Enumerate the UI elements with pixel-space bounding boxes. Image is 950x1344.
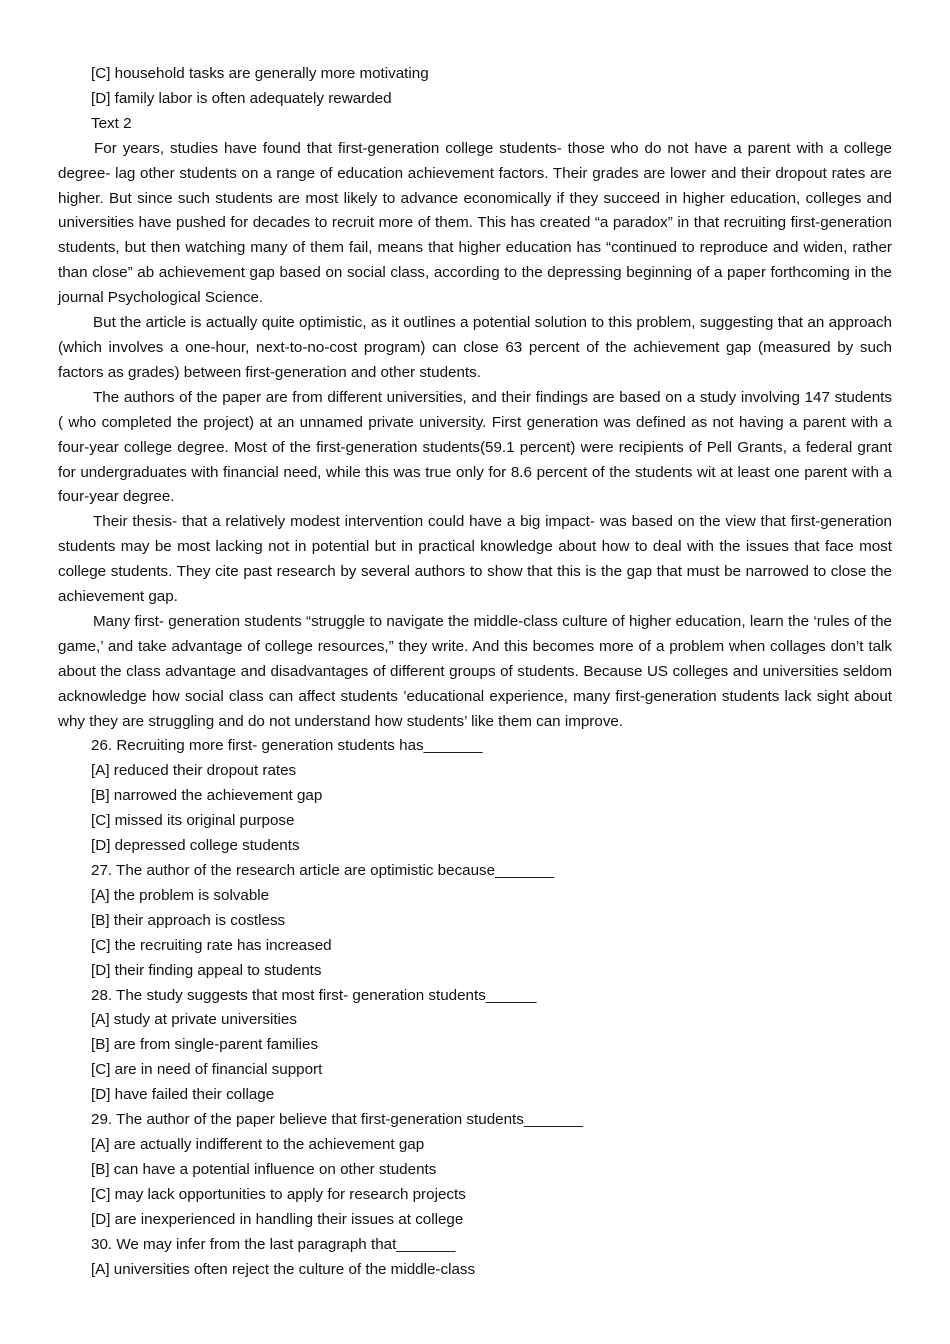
question-26	[58, 734, 892, 859]
question-stem: 26. Recruiting more first- generation students has_______	[91, 737, 483, 755]
option-b: [B] their approach is costless	[91, 911, 286, 929]
question-27	[58, 859, 892, 984]
option-c-prev: [C] household tasks are generally more motivating	[91, 65, 429, 82]
paragraph-4: Their thesis- that a relatively modest intervention could have a big impact- was based on the view that first-generation students may be most lacking not in potential but in practical knowledge about how to deal with the issues that face most college students. They cite past research by several authors to show that this is the gap that must be narrowed to close the achievement gap.	[58, 513, 892, 606]
option-a: [A] the problem is solvable	[91, 886, 270, 904]
paragraph-5: Many first- generation students “struggle to navigate the middle-class culture of higher education, learn the ‘rules of the game,’ and take advantage of college resources,” they write. And this becomes more of a problem when collages don’t talk about the class advantage and disadvantages of different groups of students. Because US colleges and universities seldom acknowledge how social class can affect students ’educational experience, many first-generation students lack sight about why they are struggling and do not understand how students’ like them can improve.	[58, 612, 892, 730]
option-a: [A] study at private universities	[91, 1011, 297, 1029]
option-d-prev: [D] family labor is often adequately rewarded	[91, 89, 392, 107]
paragraph-1: For years, studies have found that first-generation college students- those who do not have a parent with a college degree- lag other students on a range of education achievement factors. Their grades are lower and their dropout rates are higher. But since such students are most likely to advance economically if they succeed in higher education, colleges and universities have pushed for decades to recruit more of them. This has created “a paradox” in that recruiting first-generation students, but then watching many of them fail, means that higher education has “continued to reproduce and widen, rather than close” ab achievement gap based on social class, according to the depressing beginning of a paper forthcoming in the journal Psychological Science.	[58, 139, 892, 307]
option-d: [D] depressed college students	[91, 837, 300, 855]
option-c: [C] missed its original purpose	[91, 812, 295, 830]
paragraph-3: The authors of the paper are from different universities, and their findings are based on a study involving 147 students ( who completed the project) at an unnamed private university. First generation was defined as not having a parent with a four-year college degree. Most of the first-generation students(59.1 percent) were recipients of Pell Grants, a federal grant for undergraduates with financial need, while this was true only for 8.6 percent of the students wit at least one parent with a four-year degree.	[58, 388, 892, 506]
question-29	[58, 1108, 892, 1233]
paragraph-2: But the article is actually quite optimistic, as it outlines a potential solution to this problem, suggesting that an approach (which involves a one-hour, next-to-no-cost program) can close 63 percent of the achievement gap (measured by such factors as grades) between first-generation and other students.	[58, 314, 892, 381]
option-a: [A] are actually indifferent to the achievement gap	[91, 1135, 425, 1153]
option-a: [A] universities often reject the culture of the middle-class	[91, 1260, 476, 1278]
question-stem: 29. The author of the paper believe that first-generation students_______	[91, 1111, 583, 1129]
option-d: [D] are inexperienced in handling their issues at college	[91, 1210, 464, 1228]
option-c: [C] may lack opportunities to apply for research projects	[91, 1185, 466, 1203]
option-d: [D] their finding appeal to students	[91, 961, 322, 979]
option-c: [C] are in need of financial support	[91, 1061, 323, 1079]
section-title: Text 2	[91, 114, 132, 132]
document-page	[58, 62, 892, 1282]
option-b: [B] can have a potential influence on other students	[91, 1160, 437, 1178]
option-d: [D] have failed their collage	[91, 1086, 275, 1104]
option-c: [C] the recruiting rate has increased	[91, 936, 332, 954]
question-stem: 28. The study suggests that most first- generation students______	[91, 986, 537, 1004]
question-stem: 30. We may infer from the last paragraph that_______	[91, 1235, 456, 1253]
option-a: [A] reduced their dropout rates	[91, 762, 297, 780]
question-stem: 27. The author of the research article are optimistic because_______	[91, 862, 555, 879]
question-28	[58, 984, 892, 1109]
question-30	[58, 1233, 892, 1283]
option-b: [B] are from single-parent families	[91, 1036, 319, 1054]
option-b: [B] narrowed the achievement gap	[91, 787, 323, 805]
